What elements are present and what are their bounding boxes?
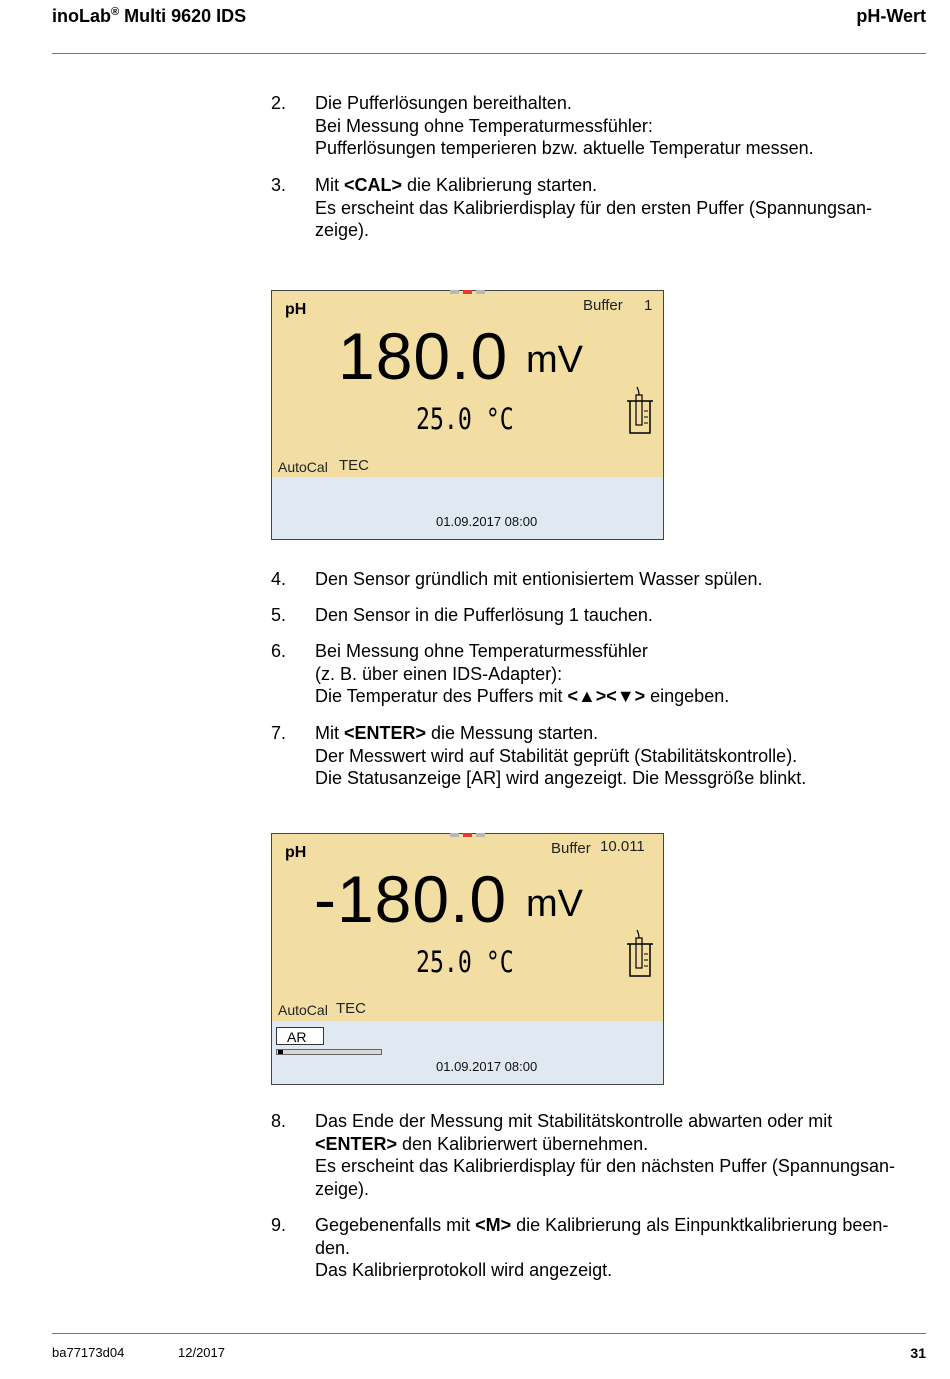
text: den Kalibrierwert übernehmen. <box>397 1133 649 1154</box>
step-text <box>315 640 920 708</box>
step-number: 7. <box>271 723 287 743</box>
step-line: zeige). <box>315 1178 370 1199</box>
measured-unit: mV <box>526 339 583 381</box>
step-text <box>315 1214 920 1282</box>
text: die Kalibrierung als Einpunktkalibrierung been- <box>511 1215 889 1235</box>
measured-unit: mV <box>526 883 583 925</box>
buffer-number: 1 <box>644 297 653 314</box>
tec-label: TEC <box>336 1000 366 1017</box>
beaker-icon <box>626 385 654 435</box>
text: Die Temperatur des Puffers mit <box>315 686 568 706</box>
key-enter: <ENTER> <box>315 1133 398 1154</box>
step-number: 8. <box>271 1111 287 1131</box>
step-text <box>315 604 920 627</box>
step-line <box>315 1133 920 1156</box>
step-text <box>315 1110 920 1200</box>
status-bar <box>272 1021 663 1084</box>
status-leds <box>450 833 486 837</box>
step-line: Es erscheint das Kalibrierdisplay für den nächsten Puffer (Spannungsan- <box>315 1156 896 1176</box>
status-bar <box>272 477 663 539</box>
temperature-value: 25.0 °C <box>416 945 514 979</box>
step-text <box>315 722 920 790</box>
datetime: 01.09.2017 08:00 <box>436 514 538 529</box>
text: eingeben. <box>645 686 730 706</box>
running-header-product <box>52 6 246 27</box>
step-number: 2. <box>271 93 287 113</box>
step-text <box>315 92 920 160</box>
measurand-label: pH <box>285 844 307 861</box>
datetime: 01.09.2017 08:00 <box>436 1059 538 1074</box>
product-model: Multi 9620 IDS <box>119 6 247 26</box>
header-rule <box>52 53 926 54</box>
step-number: 9. <box>271 1215 287 1235</box>
key-m: <M> <box>475 1215 512 1235</box>
meter-display-2 <box>271 833 664 1085</box>
status-leds <box>450 290 486 294</box>
step-number: 5. <box>271 605 287 625</box>
step-line: Das Kalibrierprotokoll wird angezeigt. <box>315 1260 613 1280</box>
step-number: 6. <box>271 641 287 661</box>
autocal-label: AutoCal <box>278 459 328 475</box>
step-line: Die Statusanzeige [AR] wird angezeigt. Die Messgröße blinkt. <box>315 768 807 788</box>
step-text <box>315 174 920 242</box>
led-red <box>463 833 472 837</box>
text: Gegebenenfalls mit <box>315 1215 476 1235</box>
ar-status-indicator: AR <box>276 1027 324 1045</box>
step-line: Den Sensor in die Pufferlösung 1 tauchen. <box>315 605 653 625</box>
buffer-label: Buffer <box>551 840 591 857</box>
step-line <box>315 722 920 745</box>
text: Mit <box>315 723 344 743</box>
led-grey <box>476 833 485 837</box>
step-number: 3. <box>271 175 287 195</box>
running-header-section: pH-Wert <box>856 6 926 26</box>
tec-label: TEC <box>339 457 369 474</box>
autocal-label: AutoCal <box>278 1002 328 1018</box>
page-number: 31 <box>910 1345 926 1361</box>
stability-progress-bar <box>276 1049 382 1055</box>
step-line: Den Sensor gründlich mit entionisiertem Wasser spülen. <box>315 569 763 589</box>
footer-doc-id: ba77173d04 <box>52 1345 125 1360</box>
step-line: Pufferlösungen temperieren bzw. aktuelle Temperatur messen. <box>315 138 814 158</box>
key-cal: <CAL> <box>344 175 403 195</box>
step-line: zeige). <box>315 220 370 240</box>
step-line: Bei Messung ohne Temperaturmessfühler: <box>315 115 653 136</box>
step-line <box>315 1214 920 1237</box>
step-line <box>315 174 920 197</box>
step-line: Bei Messung ohne Temperaturmessfühler <box>315 641 648 661</box>
step-line: (z. B. über einen IDS-Adapter): <box>315 663 563 684</box>
led-grey <box>450 290 459 294</box>
measurand-label: pH <box>285 301 307 318</box>
stability-progress-fill <box>278 1050 283 1054</box>
step-line <box>315 685 920 708</box>
text: die Messung starten. <box>426 723 599 743</box>
step-line: den. <box>315 1237 351 1258</box>
led-grey <box>476 290 485 294</box>
step-text <box>315 568 920 591</box>
step-line: Die Pufferlösungen bereithalten. <box>315 93 572 113</box>
meter-display-1 <box>271 290 664 540</box>
led-grey <box>450 833 459 837</box>
footer-date: 12/2017 <box>178 1345 225 1360</box>
footer-rule <box>52 1333 926 1334</box>
beaker-icon <box>626 928 654 978</box>
measured-value: -180.0 <box>314 862 508 936</box>
step-number: 4. <box>271 569 287 589</box>
buffer-number: 10.011 <box>600 838 645 855</box>
measured-value: 180.0 <box>338 319 509 393</box>
product-name: inoLab <box>52 6 111 26</box>
step-line: Der Messwert wird auf Stabilität geprüft (Stabilitätskontrolle). <box>315 745 798 766</box>
text: die Kalibrierung starten. <box>402 175 598 195</box>
step-line: Das Ende der Messung mit Stabilitätskontrolle abwarten oder mit <box>315 1111 833 1131</box>
temperature-value: 25.0 °C <box>416 402 514 436</box>
key-enter: <ENTER> <box>344 723 427 743</box>
step-line: Es erscheint das Kalibrierdisplay für den ersten Puffer (Spannungsan- <box>315 197 872 218</box>
key-arrows: <▲><▼> <box>567 686 646 706</box>
registered-mark: ® <box>111 6 120 18</box>
text: Mit <box>315 175 344 195</box>
buffer-label: Buffer <box>583 297 623 314</box>
led-red <box>463 290 472 294</box>
